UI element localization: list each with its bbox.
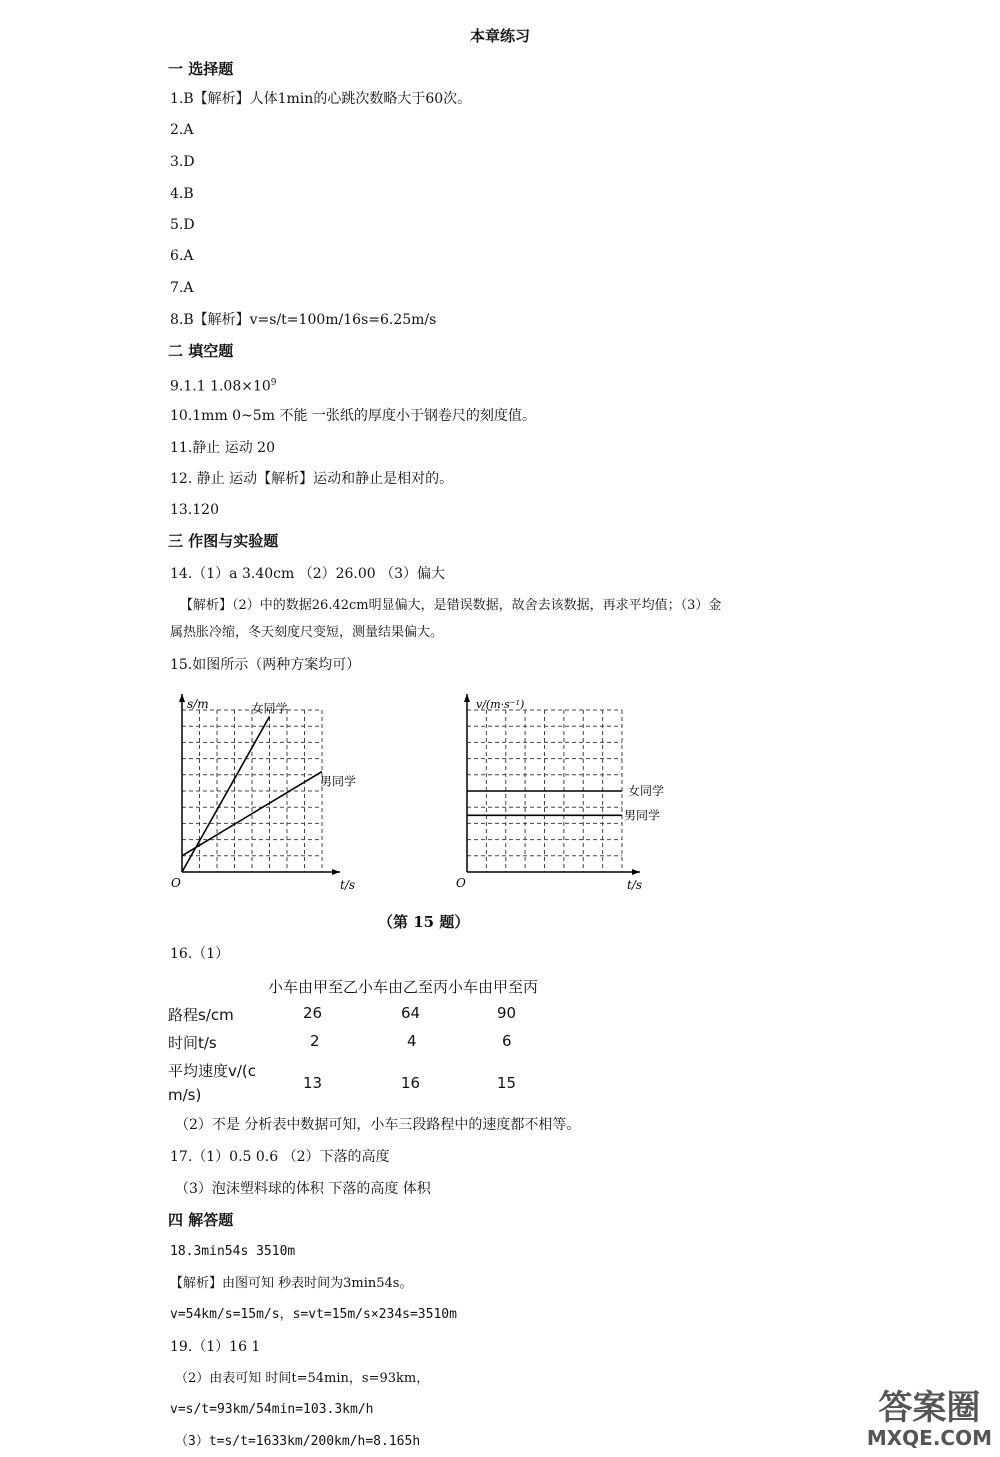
section-heading-2: 二 填空题 [168, 342, 234, 360]
answer-10: 10.1mm 0~5m 不能 一张纸的厚度小于钢卷尺的刻度值。 [170, 408, 536, 424]
table-row-label-cont: m/s) [168, 1086, 202, 1104]
y-axis-arrow [464, 694, 470, 702]
section-heading-3: 三 作图与实验题 [168, 532, 279, 550]
vt-chart [452, 690, 702, 895]
x-axis-arrow [632, 869, 640, 875]
answer-13: 13.120 [170, 502, 219, 518]
table-cell: 2 [310, 1032, 320, 1050]
answer-19-3: （3）t=s/t=1633km/200km/h=8.165h [175, 1434, 421, 1449]
answer-14: 14.（1）a 3.40cm （2）26.00 （3）偏大 [170, 566, 446, 582]
st-chart-label-female: 女同学 [251, 701, 288, 716]
answer-17: 17.（1）0.5 0.6 （2）下落的高度 [170, 1149, 390, 1165]
answer-6: 6.A [170, 248, 194, 264]
st-chart-label-male: 男同学 [320, 774, 357, 789]
vt-chart-origin: O [456, 876, 466, 890]
answer-19-2: （2）由表可知 时间t=54min，s=93km， [175, 1371, 430, 1386]
table-row-label: 时间t/s [168, 1034, 217, 1052]
watermark-logo [867, 1389, 992, 1449]
answer-16-2: （2）不是 分析表中数据可知，小车三段路程中的速度都不相等。 [175, 1117, 581, 1133]
answer-1: 1.B【解析】人体1min的心跳次数略大于60次。 [170, 91, 472, 107]
answer-4: 4.B [170, 186, 194, 202]
answer-11: 11.静止 运动 20 [170, 440, 275, 456]
st-chart-origin: O [171, 876, 181, 890]
vt-chart-label-male: 男同学 [624, 808, 661, 823]
figure-caption: （第 15 题） [378, 913, 470, 931]
watermark-line1: 答案圈 [878, 1388, 981, 1428]
table-cell: 16 [401, 1074, 421, 1092]
answer-5: 5.D [170, 217, 195, 233]
exponent: 9 [270, 378, 277, 388]
answer-9: 9.1.1 $1.08\times 10^9$ [170, 378, 277, 395]
answer-3: 3.D [170, 154, 195, 170]
table-row-label: 路程s/cm [168, 1006, 234, 1024]
answer-18-calc: v=54km/s=15m/s，s=vt=15m/s×234s=3510m [170, 1307, 457, 1322]
answer-18: 18.3min54s 3510m [170, 1244, 296, 1259]
vt-chart-label-female: 女同学 [628, 784, 665, 798]
table-cell: 6 [502, 1032, 512, 1050]
page-title: 本章练习 [470, 27, 531, 45]
answer-2: 2.A [170, 122, 194, 138]
table-cell: 15 [497, 1074, 517, 1092]
answer-7: 7.A [170, 280, 194, 296]
answer-15: 15.如图所示（两种方案均可） [170, 657, 361, 673]
answer-19: 19.（1）16 1 [170, 1339, 261, 1355]
answer-12: 12. 静止 运动【解析】运动和静止是相对的。 [170, 471, 454, 487]
answer-8: 8.B【解析】v=s/t=100m/16s=6.25m/s [170, 312, 437, 328]
vt-chart-axes [464, 694, 640, 875]
table-cell: 90 [497, 1004, 517, 1022]
y-axis-arrow [179, 694, 185, 702]
answer-19-calc: v=s/t=93km/54min=103.3km/h [170, 1402, 374, 1417]
answer-14-note-line2: 属热胀冷缩，冬天刻度尺变短，测量结果偏大。 [170, 625, 444, 640]
table-header: 小车由甲至乙小车由乙至丙小车由甲至丙 [268, 978, 539, 996]
answer-18-note: 【解析】由图可知 秒表时间为3min54s。 [170, 1276, 413, 1291]
table-cell: 4 [407, 1032, 417, 1050]
answer-14-note-line1: 【解析】（2）中的数据26.42cm明显偏大，是错误数据，故舍去该数据，再求平均值；（3）金 [180, 598, 722, 613]
section-heading-4: 四 解答题 [168, 1211, 234, 1229]
st-chart-grid [182, 710, 322, 872]
x-axis-arrow [332, 869, 340, 875]
st-chart-ylabel: s/m [187, 697, 209, 711]
table-cell: 64 [401, 1004, 421, 1022]
st-chart-axes [179, 694, 340, 875]
answer-16: 16.（1） [170, 946, 230, 962]
vt-chart-ylabel: v/(m·s⁻¹) [476, 698, 525, 711]
table-row-label: 平均速度v/(c [168, 1062, 257, 1080]
section-heading-1: 一 选择题 [168, 60, 234, 78]
watermark-line2: MXQE.COM [866, 1426, 992, 1450]
table-cell: 26 [303, 1004, 323, 1022]
vt-chart-xlabel: t/s [627, 878, 643, 892]
answer-17-3: （3）泡沫塑料球的体积 下落的高度 体积 [175, 1181, 431, 1197]
st-chart [160, 690, 360, 895]
st-chart-xlabel: t/s [340, 878, 356, 892]
table-cell: 13 [303, 1074, 323, 1092]
